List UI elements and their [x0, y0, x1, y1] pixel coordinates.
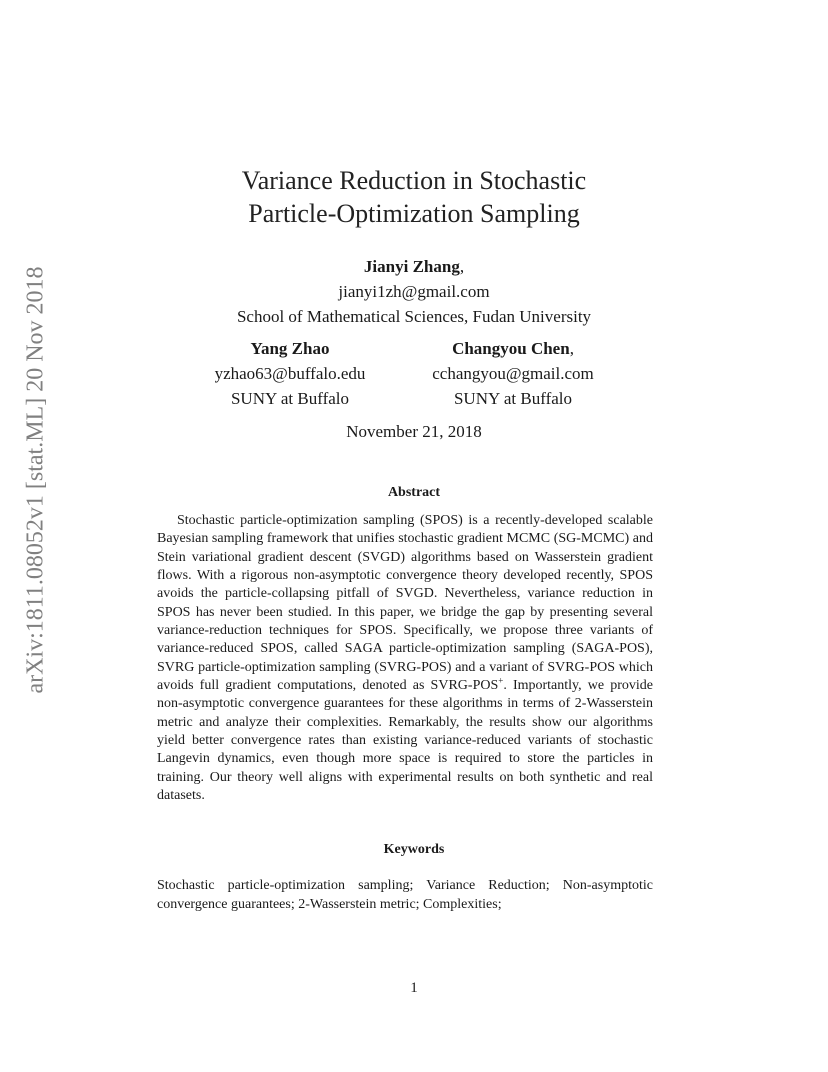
title-line-1: Variance Reduction in Stochastic [241, 166, 587, 195]
abstract-text-rest: . Importantly, we provide non-asymptotic convergence guarantees for these algorithms in terms of 2-Wasserstein metric and analyze their complexities. Remarkably, the results show our algorithms yield better convergence rates than existing variance-reduced variants of stochastic Langevin dynamics, even though more space is required to store the particles in training. Our theory well aligns with experimental results on both synthetic and real datasets. [157, 678, 653, 804]
third-author-name-line [383, 337, 643, 361]
first-author-name-line [0, 255, 828, 279]
arxiv-identifier-stamp: arXiv:1811.08052v1 [stat.ML] 20 Nov 2018 [22, 266, 49, 694]
third-author-block [383, 337, 643, 411]
abstract-heading: Abstract [387, 485, 441, 500]
paper-title [0, 164, 828, 230]
second-author-affiliation: SUNY at Buffalo [230, 389, 350, 408]
page-number: 1 [410, 980, 418, 996]
first-author-affiliation: School of Mathematical Sciences, Fudan University [236, 307, 592, 326]
third-author-name: Changyou Chen [452, 339, 570, 358]
first-author-comma: , [459, 257, 465, 276]
third-author-comma: , [569, 339, 574, 358]
keywords-text: Stochastic particle-optimization sampling; Variance Reduction; Non-asymptotic convergence guarantees; 2-Wasserstein metric; Complexities; [157, 878, 653, 912]
first-author-block [0, 255, 828, 329]
third-author-affiliation: SUNY at Buffalo [453, 389, 573, 408]
first-author-email: jianyi1zh@gmail.com [338, 282, 490, 301]
second-author-email: yzhao63@buffalo.edu [214, 364, 366, 383]
abstract-superscript: + [498, 675, 504, 686]
paper-date: November 21, 2018 [346, 422, 482, 441]
abstract-text-main: Stochastic particle-optimization sampling (SPOS) is a recently-developed scalable Bayesian sampling framework that unifies stochastic gradient MCMC (SG-MCMC) and Stein variational gradient descent (SVGD) algorithms based on Wasserstein gradient flows. With a rigorous non-asymptotic convergence theory developed recently, SPOS avoids the particle-collapsing pitfall of SVGD. Nevertheless, variance reduction in SPOS has never been studied. In this paper, we bridge the gap by presenting several variance-reduction techniques for SPOS. Specifically, we propose three variants of variance-reduced SPOS, called SAGA particle-optimization sampling (SAGA-POS), SVRG particle-optimization sampling (SVRG-POS) and a variant of SVRG-POS which avoids full gradient computations, denoted as SVRG-POS [157, 513, 653, 694]
first-author-name: Jianyi Zhang [363, 257, 460, 276]
keywords-heading: Keywords [383, 842, 445, 857]
abstract-text [157, 512, 653, 806]
title-line-2: Particle-Optimization Sampling [248, 199, 580, 228]
second-author-block [160, 337, 420, 411]
third-author-email: cchangyou@gmail.com [432, 364, 594, 383]
second-author-name: Yang Zhao [250, 339, 330, 358]
